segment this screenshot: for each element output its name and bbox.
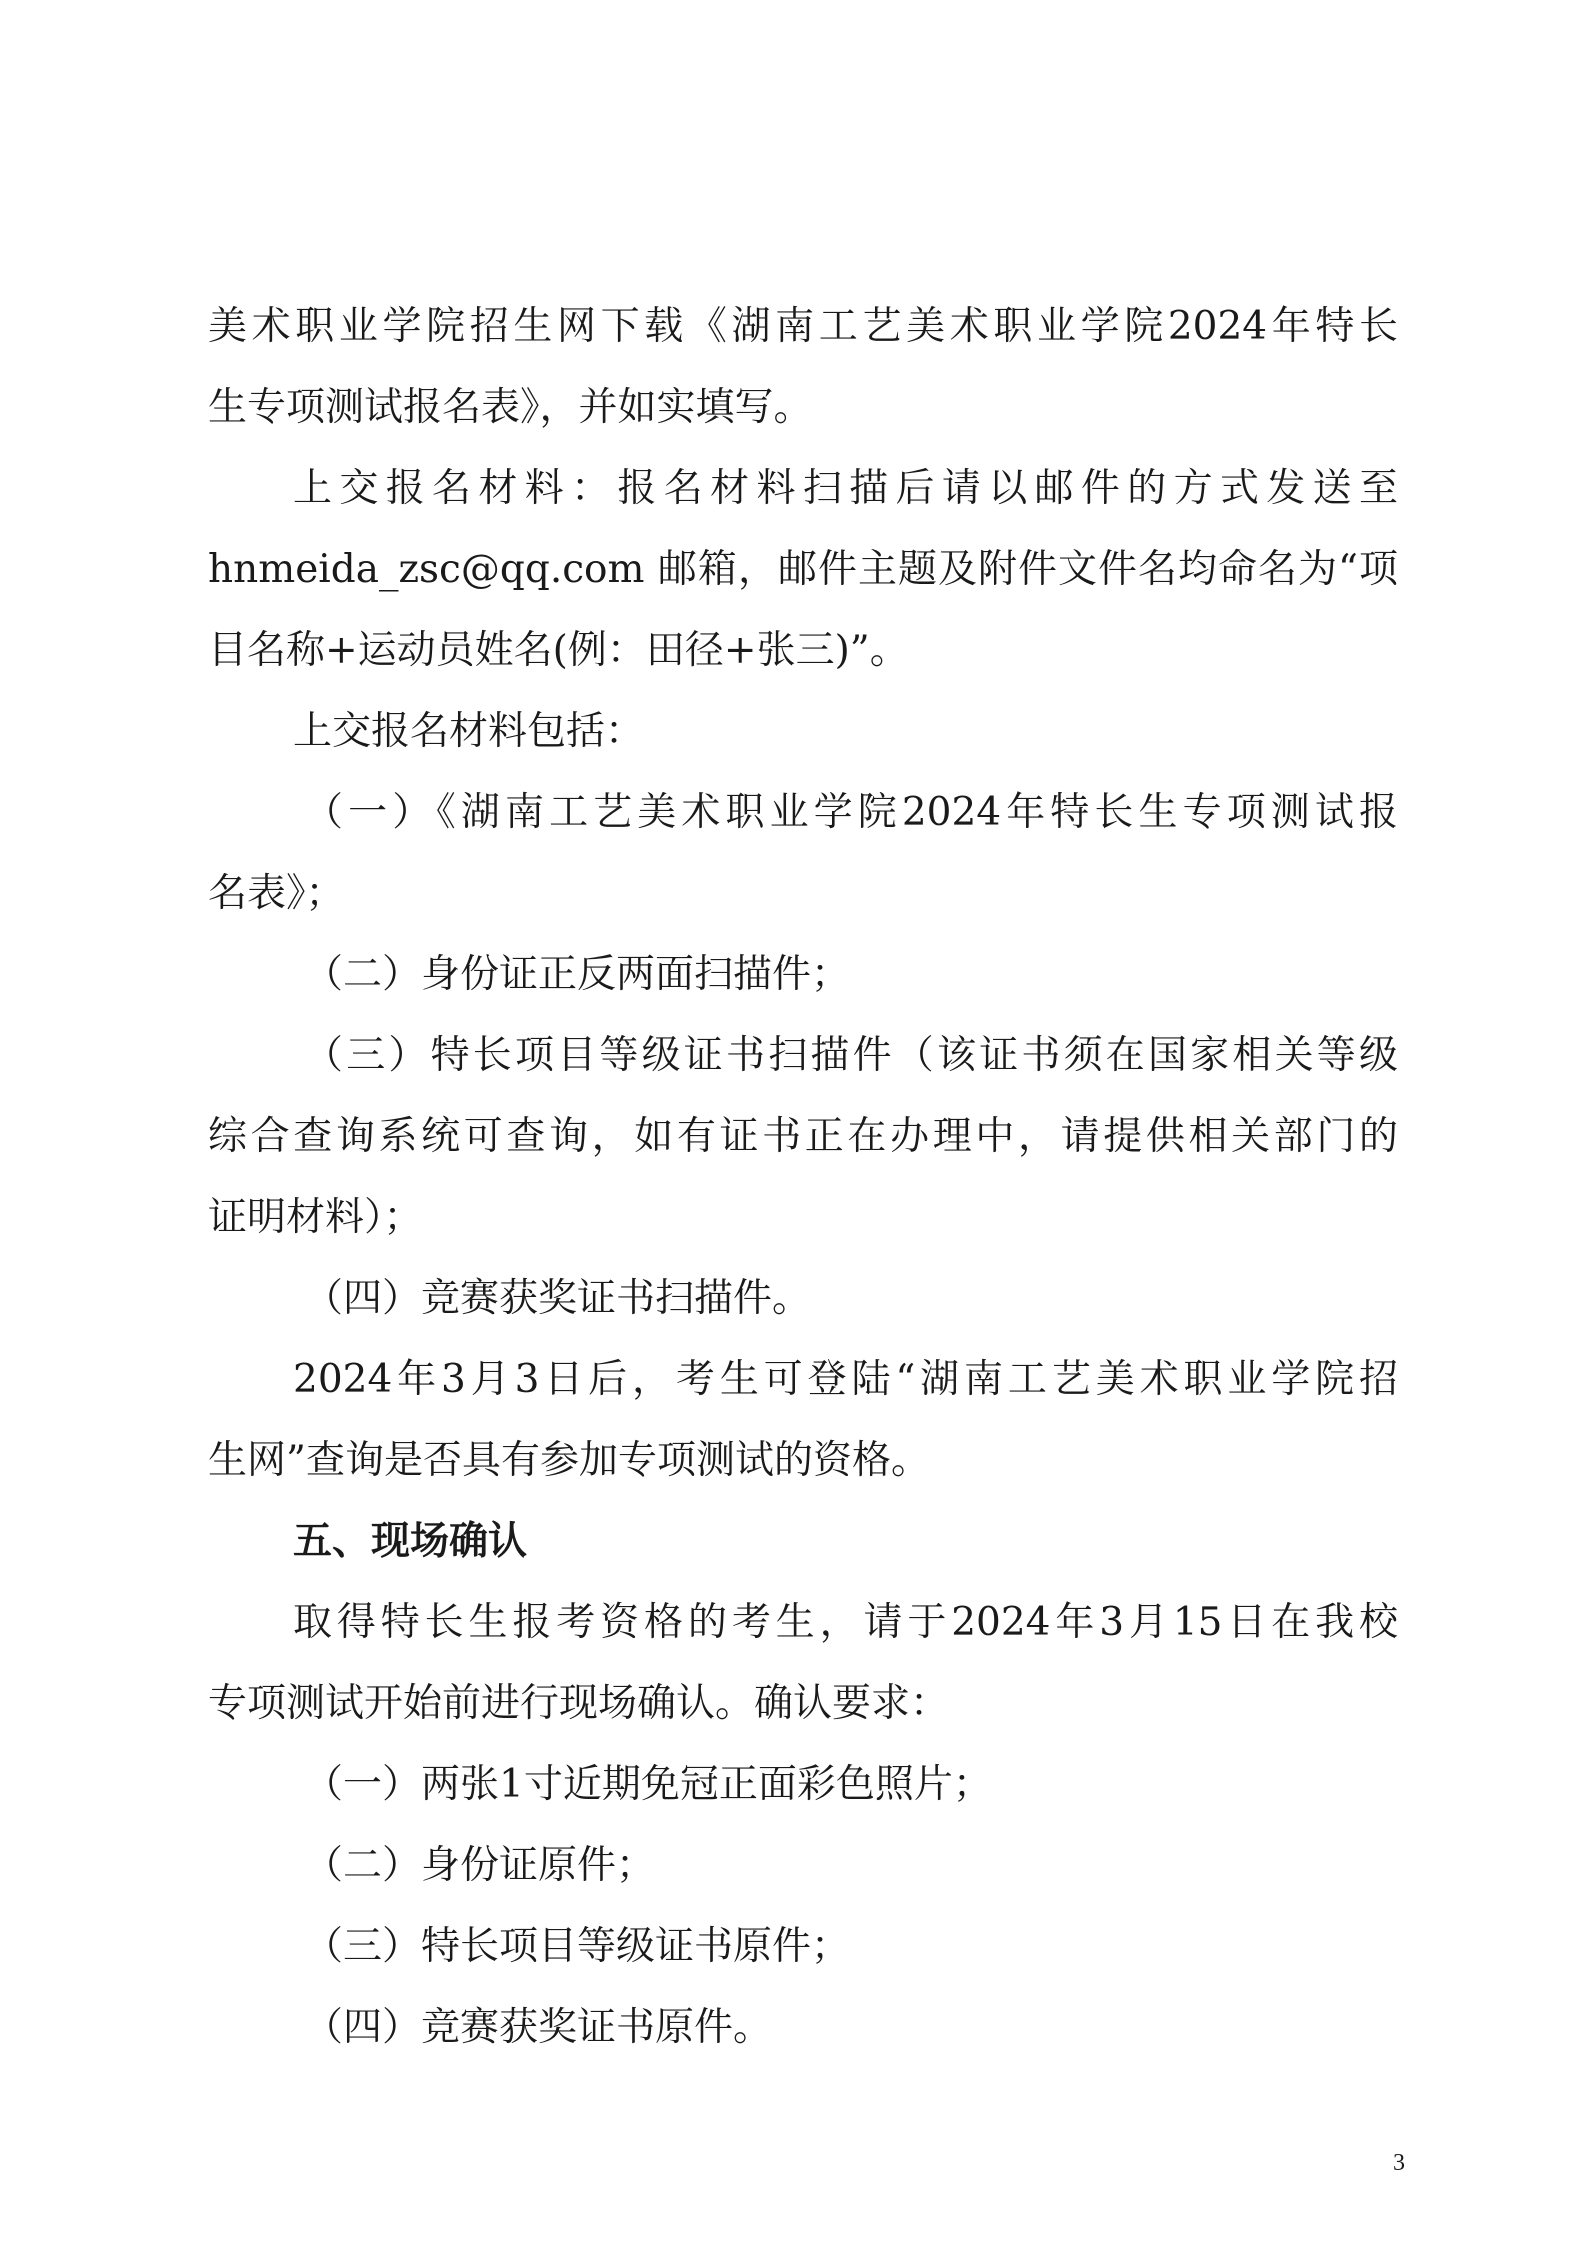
list-item-line: 名表》； bbox=[208, 871, 345, 916]
list-item-line: 证明材料）； bbox=[208, 1195, 423, 1240]
paragraph-line: 取得特长生报考资格的考生，请于2024年3月15日在我校 bbox=[293, 1600, 1398, 1645]
document-body bbox=[208, 286, 1398, 2068]
section-heading: 五、现场确认 bbox=[293, 1519, 528, 1564]
paragraph-line: 目名称+运动员姓名(例：田径+张三)”。 bbox=[208, 628, 909, 673]
list-item-line: （二）身份证正反两面扫描件； bbox=[304, 952, 851, 997]
list-item-line: （三）特长项目等级证书扫描件（该证书须在国家相关等级 bbox=[304, 1033, 1398, 1078]
list-item-line: （二）身份证原件； bbox=[304, 1843, 656, 1888]
paragraph-line: 上交报名材料包括： bbox=[293, 709, 645, 754]
paragraph-line: 美术职业学院招生网下载《湖南工艺美术职业学院2024年特长 bbox=[208, 304, 1398, 349]
paragraph-line: hnmeida_zsc@qq.com 邮箱，邮件主题及附件文件名均命名为“项 bbox=[208, 547, 1398, 592]
list-item-line: （一）两张1寸近期免冠正面彩色照片； bbox=[304, 1762, 992, 1807]
paragraph-line: 生专项测试报名表》，并如实填写。 bbox=[208, 385, 813, 430]
list-item-line: 综合查询系统可查询，如有证书正在办理中，请提供相关部门的 bbox=[208, 1114, 1398, 1159]
list-item-line: （四）竞赛获奖证书扫描件。 bbox=[304, 1276, 812, 1321]
paragraph-line: 生网”查询是否具有参加专项测试的资格。 bbox=[208, 1438, 930, 1483]
paragraph-line: 2024年3月3日后，考生可登陆“湖南工艺美术职业学院招 bbox=[293, 1357, 1398, 1402]
list-item-line: （一）《湖南工艺美术职业学院2024年特长生专项测试报 bbox=[304, 790, 1398, 835]
list-item-line: （四）竞赛获奖证书原件。 bbox=[304, 2005, 773, 2050]
paragraph-line: 专项测试开始前进行现场确认。确认要求： bbox=[208, 1681, 950, 1726]
list-item-line: （三）特长项目等级证书原件； bbox=[304, 1924, 851, 1969]
page-number: 3 bbox=[1393, 2150, 1405, 2176]
paragraph-line: 上交报名材料：报名材料扫描后请以邮件的方式发送至 bbox=[293, 466, 1398, 511]
